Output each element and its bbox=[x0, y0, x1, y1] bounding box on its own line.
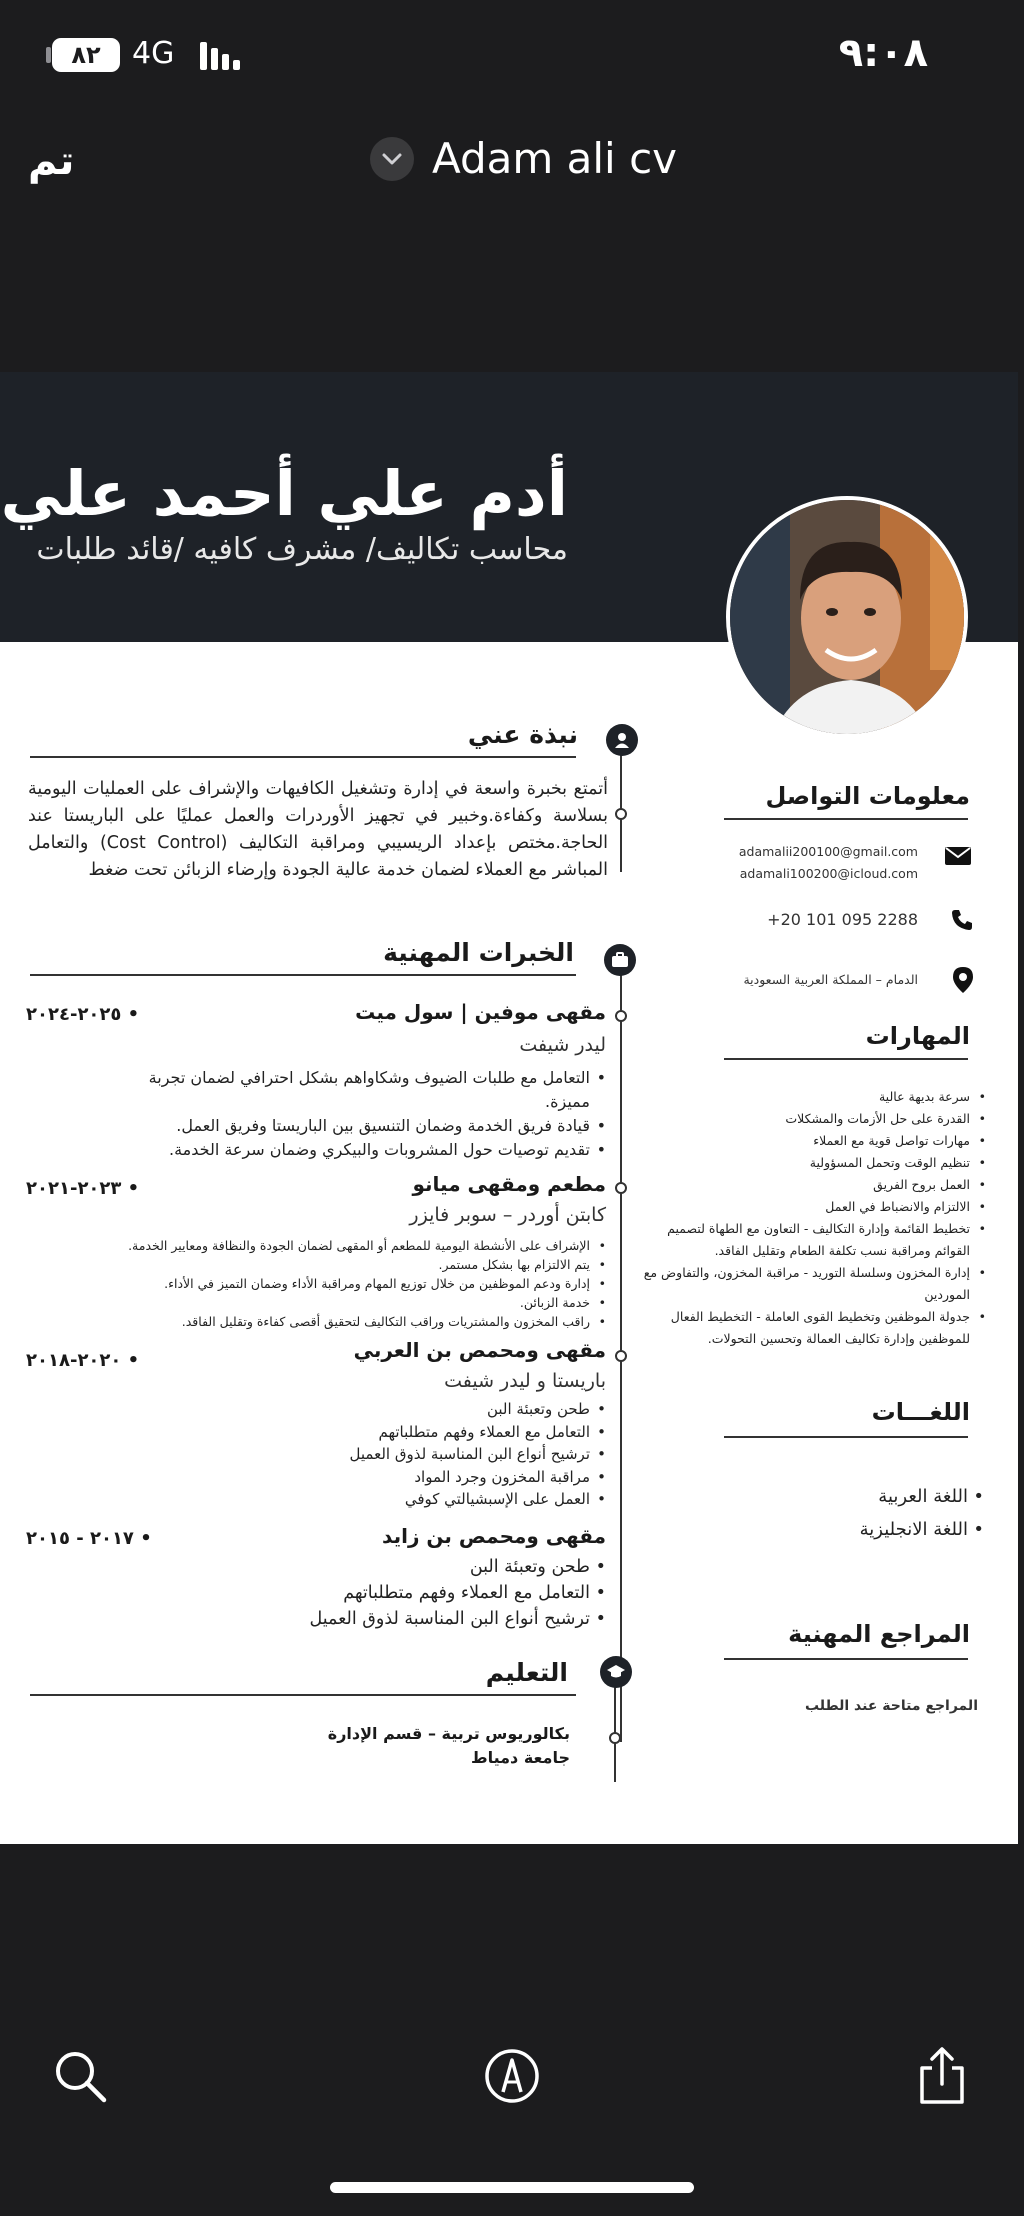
list-item: • العمل على الإسبشيالتي كوفي bbox=[206, 1488, 606, 1511]
markup-icon[interactable] bbox=[482, 2046, 542, 2106]
experience-heading: الخبرات المهنية bbox=[383, 938, 574, 967]
list-item: • جدولة الموظفين وتخطيط القوى العاملة - التخطيط الفعال للموظفين وإدارة تكاليف العمالة وتحسين التحولات. bbox=[636, 1306, 986, 1350]
timeline-line bbox=[614, 1672, 616, 1782]
timeline-dot bbox=[609, 1732, 621, 1744]
list-item: • ترشيح أنواع البن المناسبة لذوق العميل bbox=[206, 1443, 606, 1466]
search-icon[interactable] bbox=[50, 2046, 110, 2106]
job-duties-list bbox=[186, 1554, 606, 1632]
mail-icon bbox=[944, 846, 972, 866]
skills-list bbox=[636, 1086, 986, 1350]
timeline-dot bbox=[615, 1350, 627, 1362]
job-duties-list bbox=[106, 1066, 606, 1162]
list-item: • الالتزام والانضباط في العمل bbox=[636, 1196, 986, 1218]
list-item: • القدرة على حل الأزمات والمشكلات bbox=[636, 1108, 986, 1130]
list-item: • إدارة ودعم الموظفين من خلال توزيع المهام ومراقبة الأداء وضمان التميز في الأداء. bbox=[16, 1274, 606, 1293]
list-item: • التعامل مع العملاء وفهم متطلباتهم bbox=[186, 1580, 606, 1606]
list-item: • راقب المخزون والمشتريات وراقب التكاليف لتحقيق أقصى كفاءة وتقليل الفاقد. bbox=[16, 1312, 606, 1331]
education-degree: بكالوريوس تربية – قسم الإدارة bbox=[327, 1724, 570, 1743]
done-button[interactable]: تم bbox=[28, 138, 75, 184]
signal-icon bbox=[200, 40, 240, 70]
education-divider bbox=[30, 1694, 576, 1696]
list-item: • خدمة الزبائن. bbox=[16, 1293, 606, 1312]
list-item: • تخطيط القائمة وإدارة التكاليف - التعاون مع الطهاة لتصميم القوائم ومراقبة نسب تكلفة الطعام وتقليل الفاقد. bbox=[636, 1218, 986, 1262]
languages-list bbox=[784, 1480, 984, 1546]
about-divider bbox=[30, 756, 576, 758]
status-time: ٩:٠٨ bbox=[838, 30, 928, 76]
list-item: • التعامل مع طلبات الضيوف وشكاواهم بشكل احترافي لضمان تجربة مميزة. bbox=[106, 1066, 606, 1114]
education-school: جامعة دمياط bbox=[470, 1748, 570, 1767]
cv-name: أدم علي أحمد علي bbox=[0, 457, 568, 530]
list-item: • اللغة العربية bbox=[784, 1480, 984, 1513]
battery-cap bbox=[46, 47, 51, 63]
list-item: • إدارة المخزون وسلسلة التوريد - مراقبة المخزون، والتفاوض مع الموردين bbox=[636, 1262, 986, 1306]
list-item: • مراقبة المخزون وجرد المواد bbox=[206, 1466, 606, 1489]
skills-divider bbox=[724, 1058, 968, 1060]
contact-phone: +20 101 095 2288 bbox=[767, 910, 918, 929]
phone-icon bbox=[950, 908, 974, 932]
status-bar bbox=[0, 0, 1024, 110]
share-icon[interactable] bbox=[912, 2046, 972, 2106]
experience-divider bbox=[30, 974, 576, 976]
references-text: المراجع متاحة عند الطلب bbox=[804, 1698, 978, 1714]
document-title: Adam ali cv bbox=[432, 134, 678, 183]
contact-divider bbox=[724, 818, 968, 820]
document-title-menu[interactable] bbox=[370, 134, 677, 183]
list-item: • قيادة فريق الخدمة وضمان التنسيق بين الباريستا وفريق العمل. bbox=[106, 1114, 606, 1138]
job-duties-list bbox=[206, 1398, 606, 1511]
list-item: • سرعة بديهة عالية bbox=[636, 1086, 986, 1108]
about-heading: نبذة عني bbox=[467, 720, 578, 749]
cv-page bbox=[0, 372, 1018, 1844]
contact-email: adamali100200@icloud.com bbox=[739, 866, 918, 881]
graduation-cap-icon bbox=[600, 1656, 632, 1688]
contact-heading: معلومات التواصل bbox=[765, 782, 970, 810]
list-item: • العمل بروح الفريق bbox=[636, 1174, 986, 1196]
job-title: مقهى ومحمص بن زايد bbox=[382, 1524, 606, 1548]
job-date: ٢٠٢٠-٢٠١٨ • bbox=[26, 1350, 140, 1371]
job-role: كابتن أوردر – سوبر فايزر bbox=[409, 1204, 606, 1226]
list-item: • طحن وتعبئة البن bbox=[186, 1554, 606, 1580]
job-date: ٢٠٢٣-٢٠٢١ • bbox=[26, 1178, 140, 1199]
job-role: ليدر شيفت bbox=[519, 1034, 606, 1056]
location-pin-icon bbox=[952, 966, 974, 994]
list-item: • تقديم توصيات حول المشروبات والبيكري وضمان سرعة الخدمة. bbox=[106, 1138, 606, 1162]
list-item: • اللغة الانجليزية bbox=[784, 1513, 984, 1546]
profile-photo bbox=[726, 496, 968, 738]
contact-email: adamalii200100@gmail.com bbox=[738, 844, 918, 859]
timeline-dot bbox=[615, 1182, 627, 1194]
job-title: مقهى موفين | سول ميت bbox=[355, 1000, 606, 1024]
list-item: • الإشراف على الأنشطة اليومية للمطعم أو المقهى لضمان الجودة والنظافة ومعايير الخدمة. bbox=[16, 1236, 606, 1255]
list-item: • يتم الالتزام بها بشكل مستمر. bbox=[16, 1255, 606, 1274]
network-type: 4G bbox=[132, 36, 175, 71]
job-title: مقهى ومحمص بن العربي bbox=[353, 1338, 606, 1362]
timeline-dot bbox=[615, 808, 627, 820]
job-duties-list bbox=[16, 1236, 606, 1331]
languages-heading: اللغـــات bbox=[871, 1398, 970, 1426]
list-item: • التعامل مع العملاء وفهم متطلباتهم bbox=[206, 1421, 606, 1444]
languages-divider bbox=[724, 1436, 968, 1438]
list-item: • طحن وتعبئة البن bbox=[206, 1398, 606, 1421]
list-item: • مهارات تواصل قوية مع العملاء bbox=[636, 1130, 986, 1152]
job-title: مطعم ومقهى ميانو bbox=[412, 1172, 606, 1196]
user-icon bbox=[606, 724, 638, 756]
home-indicator bbox=[330, 2182, 694, 2193]
references-divider bbox=[724, 1658, 968, 1660]
contact-location: الدمام – المملكة العربية السعودية bbox=[743, 972, 918, 987]
job-date: ٢٠١٧ - ٢٠١٥ • bbox=[26, 1528, 152, 1549]
battery-indicator: ٨٢ bbox=[52, 38, 120, 72]
list-item: • تنظيم الوقت وتحمل المسؤولية bbox=[636, 1152, 986, 1174]
chevron-down-icon[interactable] bbox=[370, 137, 414, 181]
timeline-dot bbox=[615, 1010, 627, 1022]
skills-heading: المهارات bbox=[865, 1022, 970, 1050]
about-text: أتمتع بخبرة واسعة في إدارة وتشغيل الكافيهات والإشراف على العمليات اليومية بسلاسة وكفاءة.وخبير في تجهيز الأوردرات والعمل عمليًا على الباريستا عند الحاجة.مختص بإعداد الريسيبي ومراقبة التكاليف (Cost Control) والتعامل المباشر مع العملاء لضمان خدمة عالية الجودة وإرضاء الزبائن تحت ضغط bbox=[28, 779, 609, 880]
references-heading: المراجع المهنية bbox=[788, 1620, 970, 1648]
cv-job-title: محاسب تكاليف/ مشرف كافيه /قائد طلبات bbox=[36, 532, 568, 567]
education-heading: التعليم bbox=[485, 1658, 568, 1687]
list-item: • ترشيح أنواع البن المناسبة لذوق العميل bbox=[186, 1606, 606, 1632]
briefcase-icon bbox=[604, 944, 636, 976]
job-date: ٢٠٢٥-٢٠٢٤ • bbox=[26, 1004, 140, 1025]
job-role: باريستا و ليدر شيفت bbox=[444, 1370, 606, 1392]
